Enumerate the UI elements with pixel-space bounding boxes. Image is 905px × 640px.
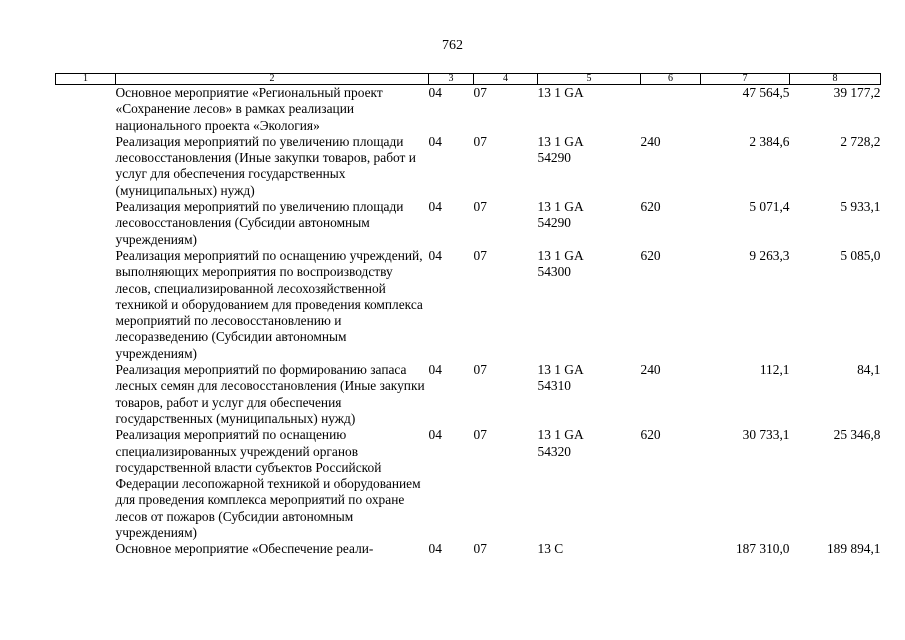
- amount-year-2: 189 894,1: [826, 541, 881, 557]
- expense-name: Основное мероприятие «Обеспечение реали-: [115, 541, 374, 557]
- section-code: 04: [428, 133, 442, 149]
- table-row: [56, 541, 881, 557]
- subsection-code: 07: [473, 427, 487, 443]
- table-row: [56, 362, 881, 427]
- target-article-code: 13 1 GA: [537, 85, 584, 100]
- expense-name: Реализация мероприятий по оснащению учреждений, выполняющих мероприятия по воспроизводству лесов, специализированной лесохозяйственной техникой и оборудованием для проведения комплекса мероприятий по лесовосстановлению и лесоразведению (Субсидии автономным учреждениям): [115, 247, 423, 361]
- amount-year-1: 5 071,4: [749, 199, 790, 215]
- column-header: 2: [116, 74, 429, 85]
- amount-year-1: 30 733,1: [742, 427, 790, 443]
- amount-year-1: 112,1: [759, 362, 790, 378]
- target-article-code: 13 1 GA 54290: [537, 133, 584, 166]
- expense-name: Реализация мероприятий по оснащению специализированных учреждений органов государственной власти субъектов Российской Федерации лесопожарной техникой и оборудованием для проведения комплекса мероприятий по охране лесов от пожаров (Субсидии автономным учреждениям): [115, 427, 421, 541]
- table-row: [56, 199, 881, 248]
- amount-year-1: 2 384,6: [749, 133, 790, 149]
- expense-name: Реализация мероприятий по увеличению площади лесовосстановления (Иные закупки товаров, работ и услуг для обеспечения государственных (муниципальных) нужд): [115, 133, 416, 198]
- expense-type-code: 620: [640, 199, 661, 215]
- subsection-code: 07: [473, 133, 487, 149]
- column-header: 8: [790, 74, 881, 85]
- expense-name: Реализация мероприятий по формированию запаса лесных семян для лесовосстановления (Иные закупки товаров, работ и услуг для обеспечения государственных (муниципальных) нужд): [115, 362, 425, 426]
- section-code: 04: [428, 362, 442, 378]
- table-row: [56, 427, 881, 541]
- amount-year-1: 47 564,5: [742, 85, 790, 100]
- amount-year-2: 2 728,2: [840, 133, 881, 149]
- section-code: 04: [428, 247, 442, 263]
- amount-year-2: 84,1: [857, 362, 881, 378]
- section-code: 04: [428, 541, 442, 557]
- column-number-row: [56, 74, 881, 85]
- subsection-code: 07: [473, 85, 487, 100]
- target-article-code: 13 1 GA 54290: [537, 199, 584, 231]
- budget-table: [55, 73, 881, 558]
- section-code: 04: [428, 427, 442, 443]
- target-article-code: 13 1 GA 54300: [537, 247, 584, 280]
- column-header: 7: [701, 74, 790, 85]
- target-article-code: 13 1 GA 54320: [537, 427, 584, 459]
- target-article-code: 13 C: [537, 541, 564, 557]
- column-header: 5: [538, 74, 641, 85]
- subsection-code: 07: [473, 247, 487, 263]
- amount-year-2: 25 346,8: [833, 427, 881, 443]
- section-code: 04: [428, 85, 442, 100]
- column-header: 1: [56, 74, 116, 85]
- table-row: [56, 248, 881, 362]
- subsection-code: 07: [473, 199, 487, 215]
- table-row: [56, 85, 881, 134]
- expense-type-code: 240: [640, 362, 661, 378]
- expense-type-code: [641, 85, 701, 134]
- amount-year-2: 5 933,1: [840, 199, 881, 215]
- column-header: 4: [474, 74, 538, 85]
- expense-type-code: 620: [640, 427, 661, 443]
- expense-name: Основное мероприятие «Региональный проект «Сохранение лесов» в рамках реализации национального проекта «Экология»: [115, 85, 383, 133]
- expense-type-code: 620: [640, 247, 661, 263]
- section-code: 04: [428, 199, 442, 215]
- expense-type-code: 240: [640, 133, 661, 149]
- amount-year-1: 187 310,0: [735, 541, 790, 557]
- column-header: 6: [641, 74, 701, 85]
- expense-name: Реализация мероприятий по увеличению площади лесовосстановления (Субсидии автономным учреждениям): [115, 199, 404, 247]
- column-header: 3: [429, 74, 474, 85]
- amount-year-1: 9 263,3: [749, 247, 790, 263]
- target-article-code: 13 1 GA 54310: [537, 362, 584, 394]
- expense-type-code: [641, 541, 701, 557]
- amount-year-2: 39 177,2: [833, 85, 881, 100]
- subsection-code: 07: [473, 362, 487, 378]
- subsection-code: 07: [473, 541, 487, 557]
- page-number: 762: [442, 38, 463, 53]
- amount-year-2: 5 085,0: [840, 247, 881, 263]
- table-row: [56, 134, 881, 199]
